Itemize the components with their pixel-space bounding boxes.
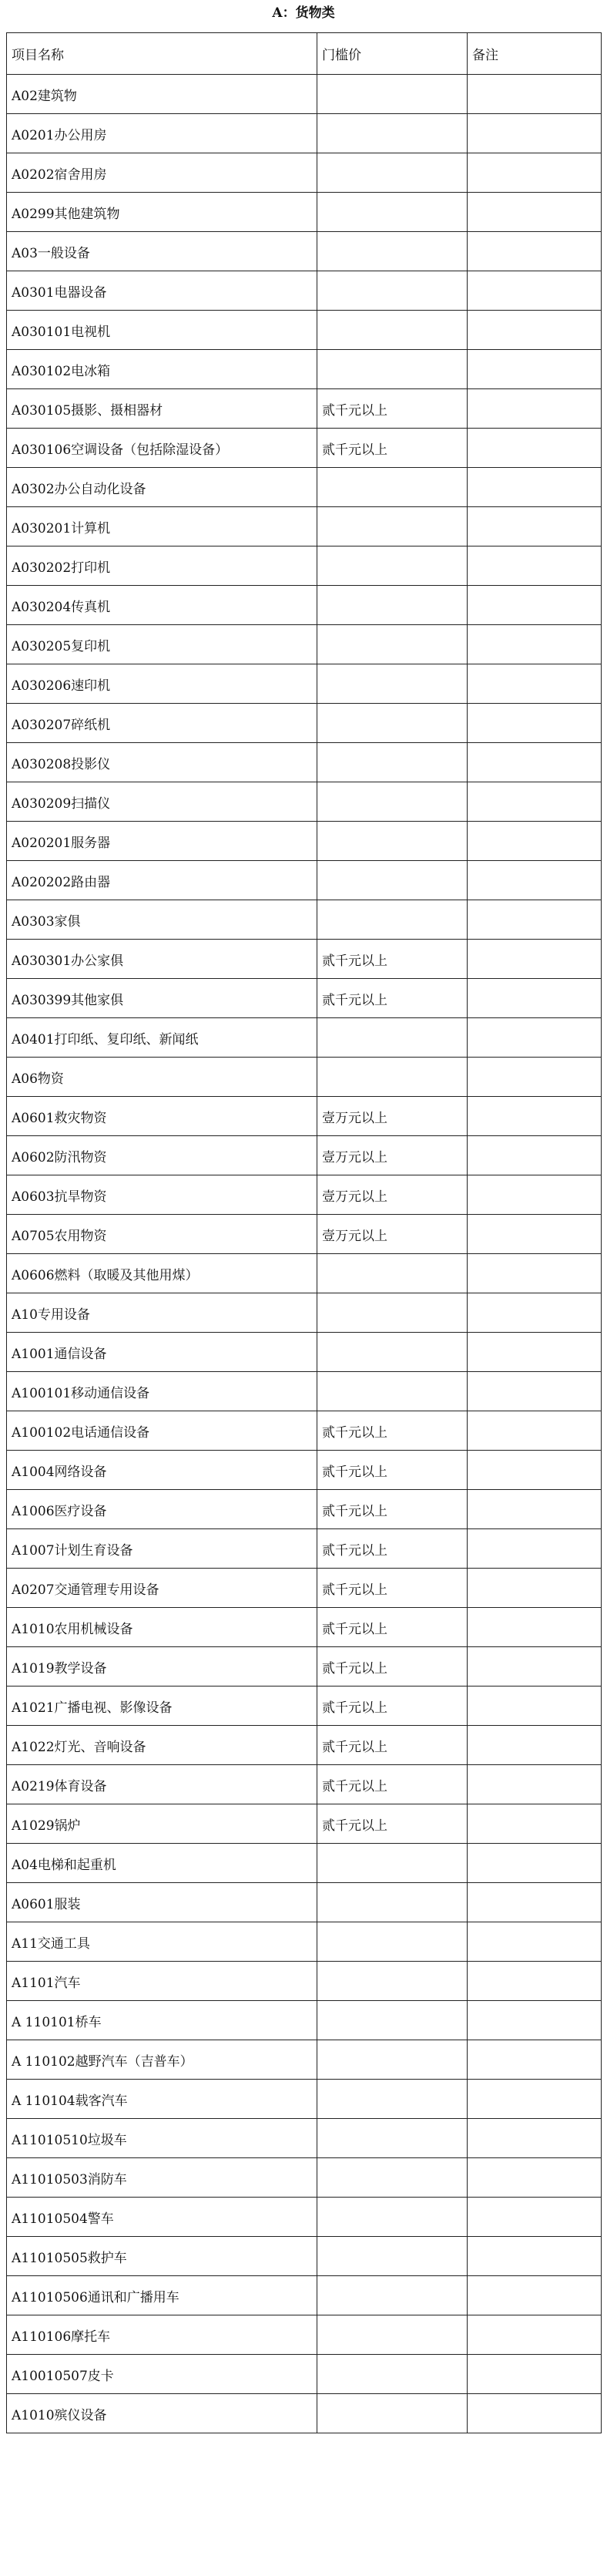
threshold-price-cell: 贰千元以上 — [317, 1726, 468, 1765]
item-name-cell: A0401打印纸、复印纸、新闻纸 — [7, 1018, 317, 1058]
remark-cell — [468, 782, 602, 822]
table-row — [7, 664, 602, 704]
table-row — [7, 2355, 602, 2394]
threshold-price-cell — [317, 311, 468, 350]
item-name-cell: A0207交通管理专用设备 — [7, 1569, 317, 1608]
threshold-price-cell — [317, 114, 468, 153]
remark-cell — [468, 822, 602, 861]
item-name-cell: A020201服务器 — [7, 822, 317, 861]
item-name-cell: A0299其他建筑物 — [7, 193, 317, 232]
threshold-price-cell — [317, 586, 468, 625]
item-name-cell: A10专用设备 — [7, 1293, 317, 1333]
threshold-price-cell — [317, 75, 468, 114]
column-header-name: 项目名称 — [7, 33, 317, 75]
item-name-cell: A030102电冰箱 — [7, 350, 317, 389]
threshold-price-cell — [317, 350, 468, 389]
table-row — [7, 1136, 602, 1175]
threshold-price-cell: 贰千元以上 — [317, 1451, 468, 1490]
table-row — [7, 350, 602, 389]
table-row — [7, 1765, 602, 1804]
remark-cell — [468, 114, 602, 153]
remark-cell — [468, 704, 602, 743]
item-name-cell: A1022灯光、音响设备 — [7, 1726, 317, 1765]
table-row — [7, 1529, 602, 1569]
item-name-cell: A0201办公用房 — [7, 114, 317, 153]
item-name-cell: A0601救灾物资 — [7, 1097, 317, 1136]
threshold-price-cell — [317, 1372, 468, 1411]
table-row — [7, 1333, 602, 1372]
remark-cell — [468, 979, 602, 1018]
remark-cell — [468, 1922, 602, 1962]
threshold-price-cell — [317, 1018, 468, 1058]
item-name-cell: A 110101桥车 — [7, 2001, 317, 2040]
threshold-price-cell: 贰千元以上 — [317, 1569, 468, 1608]
remark-cell — [468, 1726, 602, 1765]
item-name-cell: A1019教学设备 — [7, 1647, 317, 1687]
threshold-price-cell — [317, 2355, 468, 2394]
item-name-cell: A11010506通讯和广播用车 — [7, 2276, 317, 2315]
remark-cell — [468, 900, 602, 940]
table-row — [7, 1687, 602, 1726]
remark-cell — [468, 1293, 602, 1333]
item-name-cell: A0602防汛物资 — [7, 1136, 317, 1175]
remark-cell — [468, 2001, 602, 2040]
threshold-price-cell: 壹万元以上 — [317, 1215, 468, 1254]
table-row — [7, 1293, 602, 1333]
remark-cell — [468, 2119, 602, 2158]
item-name-cell: A0301电器设备 — [7, 271, 317, 311]
table-row — [7, 1097, 602, 1136]
table-row — [7, 1883, 602, 1922]
threshold-price-cell: 贰千元以上 — [317, 1687, 468, 1726]
remark-cell — [468, 1411, 602, 1451]
remark-cell — [468, 546, 602, 586]
table-row — [7, 1018, 602, 1058]
item-name-cell: A100102电话通信设备 — [7, 1411, 317, 1451]
item-name-cell: A030204传真机 — [7, 586, 317, 625]
item-name-cell: A1006医疗设备 — [7, 1490, 317, 1529]
table-row — [7, 2394, 602, 2433]
table-row — [7, 2276, 602, 2315]
item-name-cell: A1021广播电视、影像设备 — [7, 1687, 317, 1726]
table-row — [7, 1490, 602, 1529]
threshold-price-cell — [317, 743, 468, 782]
threshold-price-cell: 贰千元以上 — [317, 389, 468, 429]
item-name-cell: A0303家俱 — [7, 900, 317, 940]
table-row — [7, 1962, 602, 2001]
remark-cell — [468, 1333, 602, 1372]
table-row — [7, 782, 602, 822]
remark-cell — [468, 311, 602, 350]
remark-cell — [468, 2198, 602, 2237]
item-name-cell: A030301办公家俱 — [7, 940, 317, 979]
threshold-price-cell — [317, 1922, 468, 1962]
remark-cell — [468, 2315, 602, 2355]
table-row — [7, 704, 602, 743]
threshold-price-cell — [317, 2158, 468, 2198]
table-row — [7, 861, 602, 900]
item-name-cell: A06物资 — [7, 1058, 317, 1097]
threshold-price-cell — [317, 1333, 468, 1372]
threshold-price-cell — [317, 507, 468, 546]
threshold-price-cell — [317, 2198, 468, 2237]
item-name-cell: A030208投影仪 — [7, 743, 317, 782]
remark-cell — [468, 1254, 602, 1293]
table-row — [7, 900, 602, 940]
threshold-price-cell — [317, 625, 468, 664]
threshold-price-cell: 壹万元以上 — [317, 1175, 468, 1215]
item-name-cell: A11010504警车 — [7, 2198, 317, 2237]
table-row — [7, 1411, 602, 1451]
remark-cell — [468, 1018, 602, 1058]
remark-cell — [468, 1765, 602, 1804]
item-name-cell: A030209扫描仪 — [7, 782, 317, 822]
remark-cell — [468, 2080, 602, 2119]
remark-cell — [468, 232, 602, 271]
item-name-cell: A0705农用物资 — [7, 1215, 317, 1254]
threshold-price-cell — [317, 2119, 468, 2158]
table-row — [7, 2198, 602, 2237]
table-row — [7, 153, 602, 193]
remark-cell — [468, 743, 602, 782]
remark-cell — [468, 2276, 602, 2315]
item-name-cell: A11交通工具 — [7, 1922, 317, 1962]
item-name-cell: A02建筑物 — [7, 75, 317, 114]
remark-cell — [468, 1529, 602, 1569]
goods-table — [6, 32, 602, 2433]
threshold-price-cell — [317, 153, 468, 193]
remark-cell — [468, 1608, 602, 1647]
item-name-cell: A0202宿舍用房 — [7, 153, 317, 193]
threshold-price-cell: 贰千元以上 — [317, 1647, 468, 1687]
remark-cell — [468, 2040, 602, 2080]
threshold-price-cell — [317, 468, 468, 507]
remark-cell — [468, 586, 602, 625]
table-header — [7, 33, 602, 75]
remark-cell — [468, 271, 602, 311]
remark-cell — [468, 940, 602, 979]
column-header-note: 备注 — [468, 33, 602, 75]
table-row — [7, 1175, 602, 1215]
threshold-price-cell — [317, 1293, 468, 1333]
threshold-price-cell — [317, 271, 468, 311]
table-row — [7, 2158, 602, 2198]
remark-cell — [468, 1372, 602, 1411]
item-name-cell: A0603抗旱物资 — [7, 1175, 317, 1215]
table-row — [7, 114, 602, 153]
threshold-price-cell: 壹万元以上 — [317, 1097, 468, 1136]
threshold-price-cell — [317, 232, 468, 271]
remark-cell — [468, 193, 602, 232]
threshold-price-cell — [317, 1962, 468, 2001]
remark-cell — [468, 1687, 602, 1726]
item-name-cell: A100101移动通信设备 — [7, 1372, 317, 1411]
item-name-cell: A11010503消防车 — [7, 2158, 317, 2198]
remark-cell — [468, 507, 602, 546]
table-row — [7, 1058, 602, 1097]
threshold-price-cell: 壹万元以上 — [317, 1136, 468, 1175]
threshold-price-cell: 贰千元以上 — [317, 1765, 468, 1804]
item-name-cell: A0601服装 — [7, 1883, 317, 1922]
remark-cell — [468, 1962, 602, 2001]
remark-cell — [468, 350, 602, 389]
remark-cell — [468, 1569, 602, 1608]
remark-cell — [468, 2158, 602, 2198]
threshold-price-cell — [317, 1058, 468, 1097]
threshold-price-cell — [317, 1844, 468, 1883]
table-row — [7, 2080, 602, 2119]
table-row — [7, 822, 602, 861]
threshold-price-cell: 贰千元以上 — [317, 1608, 468, 1647]
remark-cell — [468, 1058, 602, 1097]
item-name-cell: A1007计划生育设备 — [7, 1529, 317, 1569]
page-title: A：货物类 — [272, 5, 335, 21]
threshold-price-cell — [317, 2080, 468, 2119]
table-row — [7, 2315, 602, 2355]
threshold-price-cell — [317, 822, 468, 861]
table-row — [7, 389, 602, 429]
table-row — [7, 979, 602, 1018]
item-name-cell: A0606燃料（取暖及其他用煤） — [7, 1254, 317, 1293]
table-row — [7, 1647, 602, 1687]
remark-cell — [468, 429, 602, 468]
table-row — [7, 507, 602, 546]
remark-cell — [468, 664, 602, 704]
header-row — [7, 33, 602, 75]
remark-cell — [468, 1490, 602, 1529]
table-body — [7, 75, 602, 2433]
threshold-price-cell — [317, 2001, 468, 2040]
remark-cell — [468, 468, 602, 507]
table-row — [7, 75, 602, 114]
item-name-cell: A030206速印机 — [7, 664, 317, 704]
table-row — [7, 625, 602, 664]
item-name-cell: A030106空调设备（包括除湿设备） — [7, 429, 317, 468]
table-row — [7, 940, 602, 979]
table-row — [7, 2119, 602, 2158]
table-row — [7, 1451, 602, 1490]
remark-cell — [468, 1136, 602, 1175]
threshold-price-cell: 贰千元以上 — [317, 979, 468, 1018]
table-row — [7, 232, 602, 271]
item-name-cell: A 110104载客汽车 — [7, 2080, 317, 2119]
table-row — [7, 311, 602, 350]
table-row — [7, 1726, 602, 1765]
item-name-cell: A030201计算机 — [7, 507, 317, 546]
threshold-price-cell — [317, 664, 468, 704]
threshold-price-cell — [317, 546, 468, 586]
table-row — [7, 2001, 602, 2040]
item-name-cell: A030105摄影、摄相器材 — [7, 389, 317, 429]
table-row — [7, 1804, 602, 1844]
remark-cell — [468, 153, 602, 193]
item-name-cell: A1010殡仪设备 — [7, 2394, 317, 2433]
threshold-price-cell: 贰千元以上 — [317, 1490, 468, 1529]
threshold-price-cell: 贰千元以上 — [317, 1804, 468, 1844]
table-row — [7, 546, 602, 586]
remark-cell — [468, 1215, 602, 1254]
remark-cell — [468, 1647, 602, 1687]
threshold-price-cell — [317, 2315, 468, 2355]
remark-cell — [468, 1844, 602, 1883]
threshold-price-cell: 贰千元以上 — [317, 429, 468, 468]
item-name-cell: A11010505救护车 — [7, 2237, 317, 2276]
item-name-cell: A1001通信设备 — [7, 1333, 317, 1372]
table-row — [7, 429, 602, 468]
table-row — [7, 468, 602, 507]
remark-cell — [468, 75, 602, 114]
item-name-cell: A030399其他家俱 — [7, 979, 317, 1018]
item-name-cell: A030202打印机 — [7, 546, 317, 586]
item-name-cell: A11010510垃圾车 — [7, 2119, 317, 2158]
remark-cell — [468, 2394, 602, 2433]
threshold-price-cell — [317, 2276, 468, 2315]
column-header-price: 门槛价 — [317, 33, 468, 75]
item-name-cell: A030207碎纸机 — [7, 704, 317, 743]
item-name-cell: A0219体育设备 — [7, 1765, 317, 1804]
threshold-price-cell: 贰千元以上 — [317, 1411, 468, 1451]
remark-cell — [468, 1175, 602, 1215]
item-name-cell: A110106摩托车 — [7, 2315, 317, 2355]
item-name-cell: A0302办公自动化设备 — [7, 468, 317, 507]
remark-cell — [468, 625, 602, 664]
threshold-price-cell — [317, 1883, 468, 1922]
table-row — [7, 1608, 602, 1647]
table-row — [7, 1922, 602, 1962]
remark-cell — [468, 2355, 602, 2394]
threshold-price-cell — [317, 2040, 468, 2080]
threshold-price-cell — [317, 2394, 468, 2433]
threshold-price-cell — [317, 900, 468, 940]
remark-cell — [468, 2237, 602, 2276]
table-row — [7, 743, 602, 782]
threshold-price-cell — [317, 782, 468, 822]
threshold-price-cell — [317, 704, 468, 743]
remark-cell — [468, 1451, 602, 1490]
threshold-price-cell: 贰千元以上 — [317, 1529, 468, 1569]
remark-cell — [468, 861, 602, 900]
remark-cell — [468, 1097, 602, 1136]
item-name-cell: A1004网络设备 — [7, 1451, 317, 1490]
item-name-cell: A1010农用机械设备 — [7, 1608, 317, 1647]
threshold-price-cell — [317, 193, 468, 232]
item-name-cell: A04电梯和起重机 — [7, 1844, 317, 1883]
threshold-price-cell — [317, 1254, 468, 1293]
table-row — [7, 586, 602, 625]
threshold-price-cell — [317, 2237, 468, 2276]
item-name-cell: A03一般设备 — [7, 232, 317, 271]
table-row — [7, 271, 602, 311]
item-name-cell: A10010507皮卡 — [7, 2355, 317, 2394]
item-name-cell: A1101汽车 — [7, 1962, 317, 2001]
table-row — [7, 1372, 602, 1411]
item-name-cell: A030205复印机 — [7, 625, 317, 664]
table-row — [7, 1844, 602, 1883]
threshold-price-cell: 贰千元以上 — [317, 940, 468, 979]
table-row — [7, 1254, 602, 1293]
threshold-price-cell — [317, 861, 468, 900]
remark-cell — [468, 1804, 602, 1844]
table-row — [7, 1569, 602, 1608]
table-row — [7, 2040, 602, 2080]
table-row — [7, 193, 602, 232]
item-name-cell: A020202路由器 — [7, 861, 317, 900]
remark-cell — [468, 389, 602, 429]
item-name-cell: A030101电视机 — [7, 311, 317, 350]
table-row — [7, 1215, 602, 1254]
item-name-cell: A1029锅炉 — [7, 1804, 317, 1844]
remark-cell — [468, 1883, 602, 1922]
table-row — [7, 2237, 602, 2276]
item-name-cell: A 110102越野汽车（吉普车） — [7, 2040, 317, 2080]
